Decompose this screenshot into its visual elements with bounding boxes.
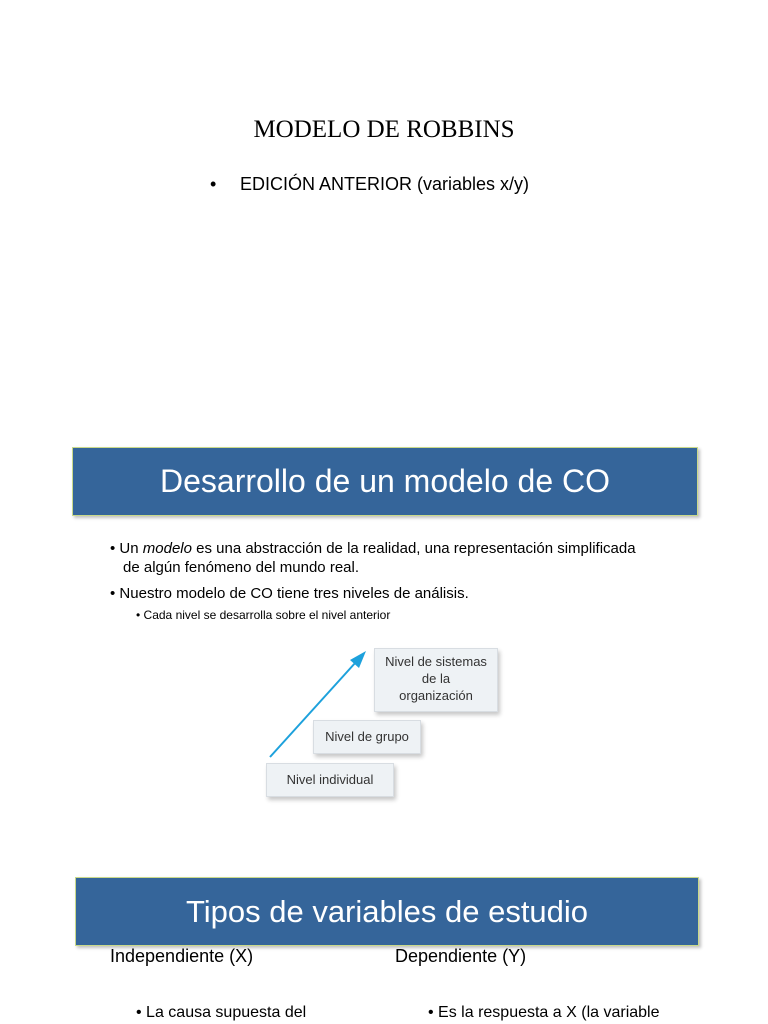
column-head-independent: Independiente (X) xyxy=(110,946,254,966)
column-bullet-independent: • La causa supuesta del xyxy=(136,1004,307,1021)
bullet-model-definition: • Un modelo es una abstracción de la realidad, una representación simplificada de algún fenómeno del mundo real. xyxy=(110,540,636,576)
bullet-pre: Un xyxy=(119,540,143,557)
sub-bullet: • Cada nivel se desarrolla sobre el nivel anterior xyxy=(136,608,391,622)
column-head-dependent: Dependiente (Y) xyxy=(395,946,527,966)
level-org-line1: Nivel de sistemas xyxy=(385,654,487,669)
sub-bullet-text: Cada nivel se desarrolla sobre el nivel anterior xyxy=(143,608,391,622)
column-bullet-independent-text: La causa supuesta del xyxy=(146,1004,307,1021)
slide-banner-co-model: Desarrollo de un modelo de CO xyxy=(72,447,698,516)
level-box-individual: Nivel individual xyxy=(266,763,394,797)
bullet-dot: • xyxy=(210,174,217,194)
level-org-line2: de la xyxy=(421,671,451,686)
bullet-text: EDICIÓN ANTERIOR (variables x/y) xyxy=(240,174,530,194)
bullet-italic: modelo xyxy=(142,540,192,557)
bullet-levels: • Nuestro modelo de CO tiene tres niveles de análisis. xyxy=(110,585,469,602)
column-bullet-dependent: • Es la respuesta a X (la variable xyxy=(428,1004,660,1021)
bullet-levels-text: Nuestro modelo de CO tiene tres niveles de análisis. xyxy=(119,585,469,602)
slide-title: MODELO DE ROBBINS xyxy=(253,116,515,143)
bullet-post: es una abstracción de la realidad, una representación simplificada de algún fenómeno del mundo real. xyxy=(123,540,636,576)
level-org-line3: organización xyxy=(399,688,473,703)
level-box-group: Nivel de grupo xyxy=(313,720,421,754)
column-bullet-dependent-text: Es la respuesta a X (la variable xyxy=(438,1004,660,1021)
level-box-organization xyxy=(374,648,498,712)
slide-banner-variables: Tipos de variables de estudio xyxy=(75,877,699,946)
